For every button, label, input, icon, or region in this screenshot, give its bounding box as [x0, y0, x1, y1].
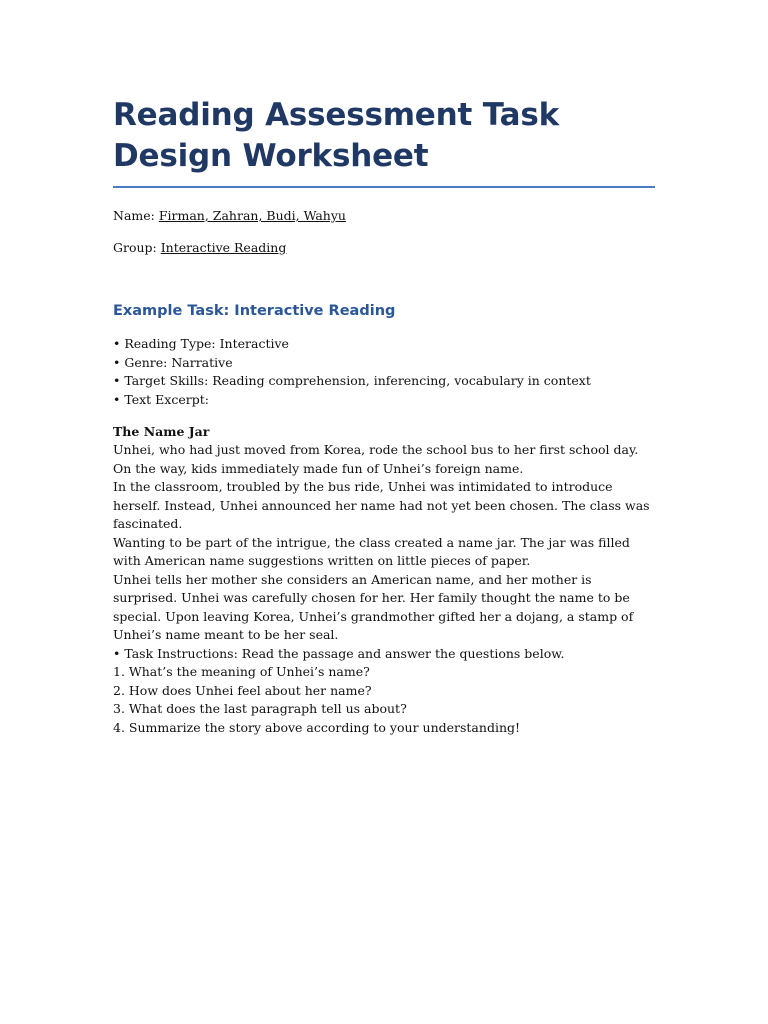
bullet-target-skills: • Target Skills: Reading comprehension, inferencing, vocabulary in context — [113, 373, 591, 388]
question-1: 1. What’s the meaning of Unhei’s name? — [113, 664, 370, 679]
story-title: The Name Jar — [113, 424, 210, 439]
question-3: 3. What does the last paragraph tell us about? — [113, 701, 407, 716]
name-label: Name: — [113, 208, 159, 223]
story-paragraph-3: Wanting to be part of the intrigue, the class created a name jar. The jar was filled with American name suggestions written on little pieces of paper. — [113, 534, 630, 568]
task-instructions: • Task Instructions: Read the passage and answer the questions below. — [113, 645, 565, 661]
section-heading: Example Task: Interactive Reading — [113, 303, 396, 319]
bullet-text-excerpt: • Text Excerpt: — [113, 391, 209, 407]
question-4: 4. Summarize the story above according to your understanding! — [113, 719, 521, 735]
group-line — [113, 239, 655, 257]
question-2: 2. How does Unhei feel about her name? — [113, 682, 372, 698]
story-paragraph-2: In the classroom, troubled by the bus ride, Unhei was intimidated to introduce herself. Instead, Unhei announced her name had not yet been chosen. The class was fascinated. — [113, 479, 650, 531]
story-paragraph-1: Unhei, who had just moved from Korea, rode the school bus to her first school day. On the way, kids immediately made fun of Unhei’s foreign name. — [113, 442, 639, 476]
name-line — [113, 207, 655, 225]
bullet-reading-type: • Reading Type: Interactive — [113, 336, 289, 351]
name-value: Firman, Zahran, Budi, Wahyu — [158, 208, 346, 223]
group-label: Group: — [113, 240, 161, 255]
document-title: Reading Assessment Task Design Worksheet — [113, 95, 655, 188]
group-value: Interactive Reading — [160, 240, 287, 255]
document-page — [113, 95, 655, 737]
story-paragraph-4: Unhei tells her mother she considers an American name, and her mother is surprised. Unhei was carefully chosen for her. Her family thought the name to be special. Upon leaving Korea, Unhei’s grandmother gifted her a dojang, a stamp of Unhei’s name meant to be her seal. — [113, 571, 634, 642]
bullet-genre: • Genre: Narrative — [113, 354, 233, 370]
